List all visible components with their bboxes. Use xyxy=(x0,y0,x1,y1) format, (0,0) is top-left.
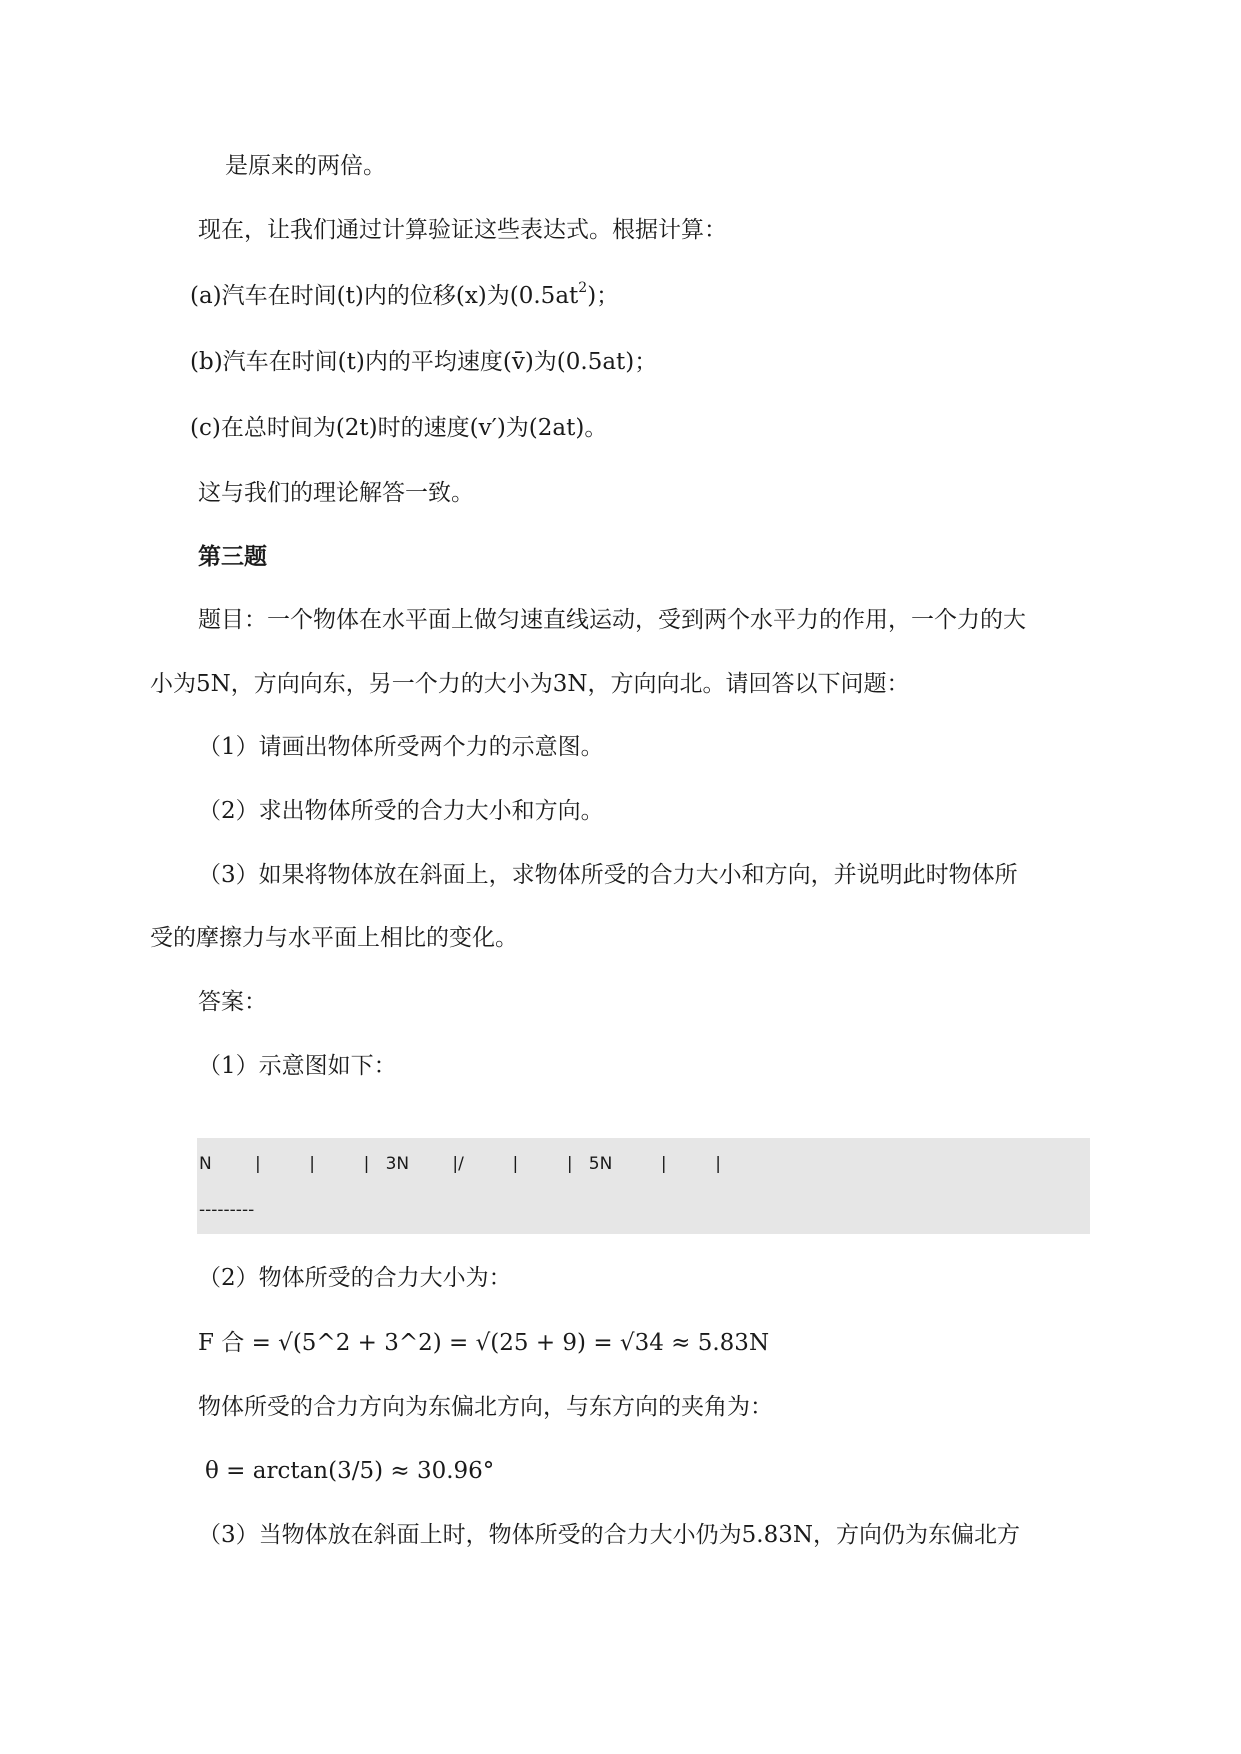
question-2: （2）求出物体所受的合力大小和方向。 xyxy=(198,798,604,824)
diagram-line-1: N | | | 3N |/ | | 5N | | xyxy=(199,1154,722,1174)
question-line-1: 题目：一个物体在水平面上做匀速直线运动，受到两个水平力的作用，一个力的大 xyxy=(198,607,1026,633)
section-title: 第三题 xyxy=(198,543,267,570)
item-c: (c)在总时间为(2t)时的速度(v′)为(2at)。 xyxy=(190,415,608,441)
item-a-text: (a)汽车在时间(t)内的位移(x)为(0.5at xyxy=(190,283,579,309)
item-b: (b)汽车在时间(t)内的平均速度(v̄)为(0.5at)； xyxy=(190,349,658,375)
agreement-text: 这与我们的理论解答一致。 xyxy=(198,480,474,506)
item-a-suffix: )； xyxy=(587,283,620,309)
answer-3-line-1: （3）当物体放在斜面上时，物体所受的合力大小仍为5.83N，方向仍为东偏北方 xyxy=(198,1522,1020,1548)
question-3-line-1: （3）如果将物体放在斜面上，求物体所受的合力大小和方向，并说明此时物体所 xyxy=(198,862,1018,888)
resultant-force-formula: F 合 = √(5^2 + 3^2) = √(25 + 9) = √34 ≈ 5.83N xyxy=(198,1330,770,1356)
item-a-superscript: 2 xyxy=(578,280,588,297)
angle-formula: θ = arctan(3/5) ≈ 30.96° xyxy=(205,1458,495,1484)
answer-label: 答案： xyxy=(198,989,267,1015)
item-a xyxy=(190,280,619,312)
force-diagram-code-block xyxy=(197,1138,1090,1234)
verify-intro: 现在，让我们通过计算验证这些表达式。根据计算： xyxy=(198,217,727,243)
question-3-line-2: 受的摩擦力与水平面上相比的变化。 xyxy=(150,925,518,951)
answer-2: （2）物体所受的合力大小为： xyxy=(198,1265,512,1291)
diagram-line-2: --------- xyxy=(199,1200,255,1220)
continuation-text: 是原来的两倍。 xyxy=(225,153,386,179)
direction-text: 物体所受的合力方向为东偏北方向，与东方向的夹角为： xyxy=(198,1394,773,1420)
answer-1: （1）示意图如下： xyxy=(198,1053,397,1079)
question-line-2: 小为5N，方向向东，另一个力的大小为3N，方向向北。请回答以下问题： xyxy=(150,671,910,697)
question-1: （1）请画出物体所受两个力的示意图。 xyxy=(198,734,604,760)
